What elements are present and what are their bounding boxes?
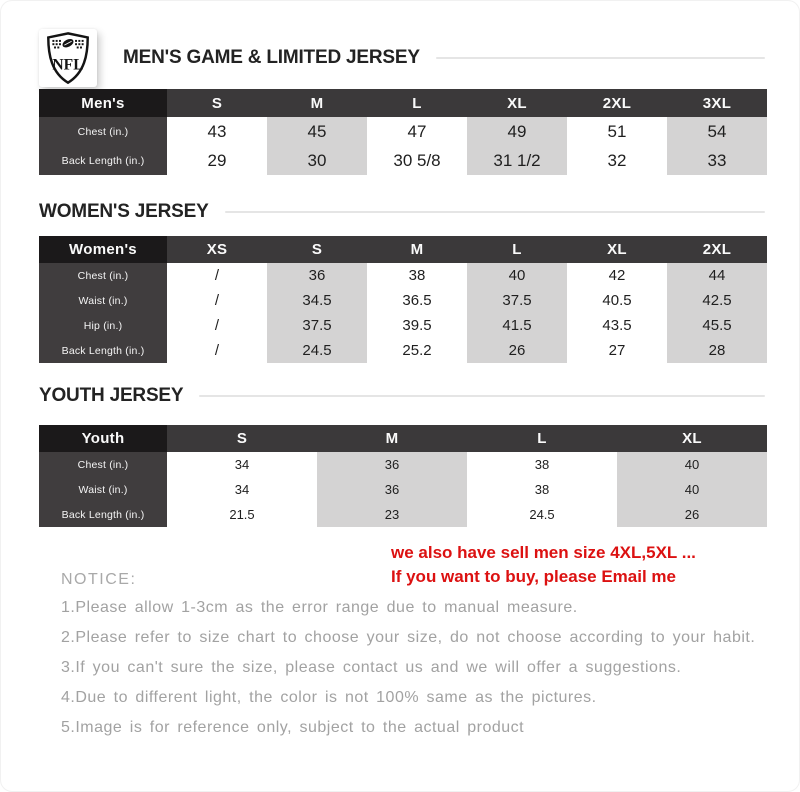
value-cell: 34	[167, 477, 317, 502]
value-cell: 40	[467, 263, 567, 288]
table-corner-cell: Men's	[39, 89, 167, 117]
value-cell: 36.5	[367, 288, 467, 313]
value-cell: 29	[167, 146, 267, 175]
row-label: Waist (in.)	[39, 288, 167, 313]
size-header-cell: 2XL	[667, 236, 767, 263]
value-cell: 33	[667, 146, 767, 175]
value-cell: 24.5	[467, 502, 617, 527]
value-cell: 36	[317, 452, 467, 477]
value-cell: 38	[467, 452, 617, 477]
size-header-cell: S	[267, 236, 367, 263]
women-title-row	[39, 201, 765, 223]
row-label: Back Length (in.)	[39, 146, 167, 175]
value-cell: 38	[367, 263, 467, 288]
value-cell: 43.5	[567, 313, 667, 338]
section-title-women: WOMEN'S JERSEY	[39, 201, 209, 222]
value-cell: 37.5	[267, 313, 367, 338]
row-label: Back Length (in.)	[39, 338, 167, 363]
size-header-cell: L	[467, 236, 567, 263]
value-cell: 45	[267, 117, 367, 146]
value-cell: 40	[617, 452, 767, 477]
section-title-men: MEN'S GAME & LIMITED JERSEY	[123, 47, 420, 68]
section-title-youth: YOUTH JERSEY	[39, 385, 184, 406]
value-cell: 42.5	[667, 288, 767, 313]
value-cell: 41.5	[467, 313, 567, 338]
size-header-cell: XL	[467, 89, 567, 117]
value-cell: 39.5	[367, 313, 467, 338]
row-label: Hip (in.)	[39, 313, 167, 338]
table-corner-cell: Youth	[39, 425, 167, 452]
value-cell: 21.5	[167, 502, 317, 527]
nfl-logo-text: NFL	[52, 56, 84, 74]
value-cell: 27	[567, 338, 667, 363]
value-cell: 42	[567, 263, 667, 288]
value-cell: 49	[467, 117, 567, 146]
size-header-cell: L	[467, 425, 617, 452]
row-label: Back Length (in.)	[39, 502, 167, 527]
notice-list	[61, 597, 765, 739]
value-cell: /	[167, 288, 267, 313]
value-cell: 31 1/2	[467, 146, 567, 175]
value-cell: 23	[317, 502, 467, 527]
promo-line-2: If you want to buy, please Email me	[391, 567, 676, 586]
value-cell: /	[167, 338, 267, 363]
promo-line-1: we also have sell men size 4XL,5XL ...	[391, 543, 696, 562]
notice-item: 5.Image is for reference only, subject to the actual product	[61, 719, 525, 736]
value-cell: 30	[267, 146, 367, 175]
bottom-area	[39, 539, 765, 739]
title-divider	[199, 395, 765, 397]
header-row	[39, 27, 765, 89]
value-cell: 44	[667, 263, 767, 288]
nfl-logo-icon	[45, 31, 91, 85]
size-header-cell: L	[367, 89, 467, 117]
value-cell: 26	[467, 338, 567, 363]
notice-item: 1.Please allow 1-3cm as the error range due to manual measure.	[61, 599, 578, 616]
size-header-cell: M	[367, 236, 467, 263]
row-label: Chest (in.)	[39, 263, 167, 288]
nfl-logo-card	[39, 29, 97, 87]
value-cell: 30 5/8	[367, 146, 467, 175]
value-cell: 43	[167, 117, 267, 146]
women-size-table	[39, 236, 767, 363]
row-label: Chest (in.)	[39, 117, 167, 146]
value-cell: 38	[467, 477, 617, 502]
row-label: Waist (in.)	[39, 477, 167, 502]
size-header-cell: M	[317, 425, 467, 452]
notice-heading: NOTICE:	[61, 571, 137, 588]
value-cell: 47	[367, 117, 467, 146]
notice-item: 2.Please refer to size chart to choose your size, do not choose according to your habit.	[61, 629, 756, 646]
value-cell: /	[167, 313, 267, 338]
size-header-cell: XL	[567, 236, 667, 263]
size-header-cell: XL	[617, 425, 767, 452]
title-divider	[225, 211, 765, 213]
value-cell: 34.5	[267, 288, 367, 313]
value-cell: 36	[267, 263, 367, 288]
value-cell: 45.5	[667, 313, 767, 338]
notice-item: 4.Due to different light, the color is not 100% same as the pictures.	[61, 689, 597, 706]
size-header-cell: S	[167, 89, 267, 117]
value-cell: 34	[167, 452, 317, 477]
value-cell: 26	[617, 502, 767, 527]
value-cell: 40	[617, 477, 767, 502]
size-header-cell: S	[167, 425, 317, 452]
size-header-cell: 2XL	[567, 89, 667, 117]
title-divider	[436, 57, 765, 59]
row-label: Chest (in.)	[39, 452, 167, 477]
size-header-cell: M	[267, 89, 367, 117]
value-cell: 25.2	[367, 338, 467, 363]
value-cell: 36	[317, 477, 467, 502]
promo-text	[391, 541, 696, 589]
size-header-cell: 3XL	[667, 89, 767, 117]
value-cell: 32	[567, 146, 667, 175]
value-cell: 40.5	[567, 288, 667, 313]
table-corner-cell: Women's	[39, 236, 167, 263]
value-cell: 37.5	[467, 288, 567, 313]
value-cell: 54	[667, 117, 767, 146]
value-cell: 51	[567, 117, 667, 146]
men-size-table	[39, 89, 767, 175]
youth-title-row	[39, 385, 765, 407]
value-cell: 24.5	[267, 338, 367, 363]
value-cell: /	[167, 263, 267, 288]
youth-size-table	[39, 425, 767, 527]
size-header-cell: XS	[167, 236, 267, 263]
notice-item: 3.If you can't sure the size, please contact us and we will offer a suggestions.	[61, 659, 682, 676]
value-cell: 28	[667, 338, 767, 363]
